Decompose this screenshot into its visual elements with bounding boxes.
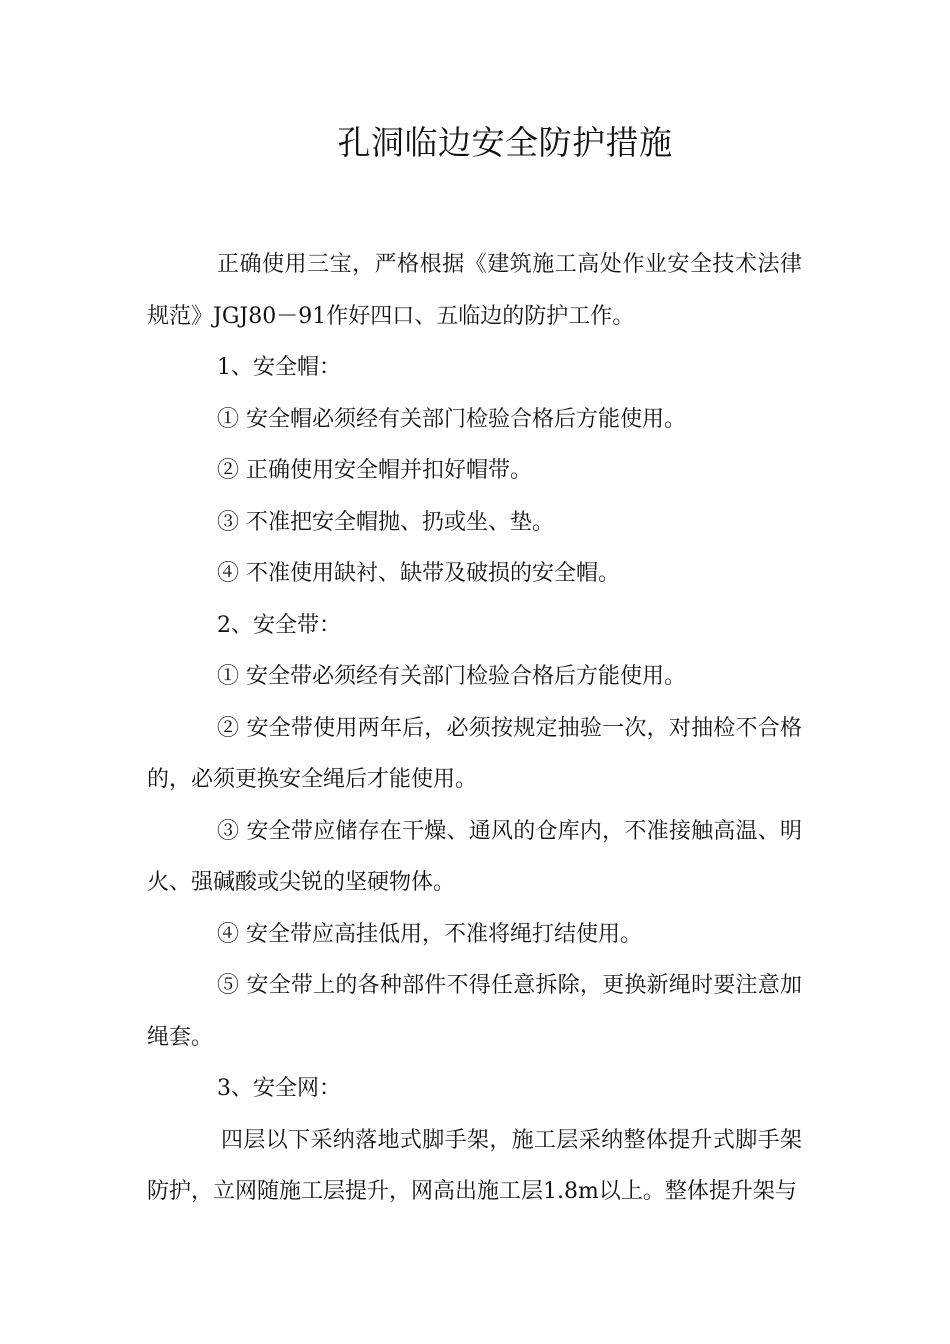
document-title: 孔洞临边安全防护措施 <box>337 123 673 162</box>
helmet-item-3: ③ 不准把安全帽抛、扔或坐、垫。 <box>217 509 554 535</box>
intro-paragraph: 正确使用三宝，严格根据《建筑施工高处作业安全技术法律规范》JGJ80－91作好四口、五临边的防护工作。 <box>147 252 802 329</box>
section-heading-helmet: 1、安全帽： <box>217 355 341 380</box>
belt-item-5: ⑤ 安全带上的各种部件不得任意拆除，更换新绳时要注意加绳套。 <box>147 973 802 1050</box>
document-body <box>147 239 802 1218</box>
belt-item-4: ④ 安全带应高挂低用，不准将绳打结使用。 <box>217 921 642 947</box>
net-paragraph: 四层以下采纳落地式脚手架，施工层采纳整体提升式脚手架防护，立网随施工层提升，网高出施工层1.8m以上。整体提升架与 <box>147 1127 802 1204</box>
helmet-item-4: ④ 不准使用缺衬、缺带及破损的安全帽。 <box>217 561 620 586</box>
belt-item-2: ② 安全带使用两年后，必须按规定抽验一次，对抽检不合格的，必须更换安全绳后才能使用。 <box>147 715 802 792</box>
section-heading-net: 3、安全网： <box>217 1076 341 1101</box>
section-heading-belt: 2、安全带： <box>217 612 341 638</box>
belt-item-3: ③ 安全带应储存在干燥、通风的仓库内，不准接触高温、明火、强碱酸或尖锐的坚硬物体。 <box>147 818 802 895</box>
helmet-item-1: ① 安全帽必须经有关部门检验合格后方能使用。 <box>217 406 686 432</box>
belt-item-1: ① 安全带必须经有关部门检验合格后方能使用。 <box>217 664 686 689</box>
helmet-item-2: ② 正确使用安全帽并扣好帽带。 <box>217 458 532 483</box>
